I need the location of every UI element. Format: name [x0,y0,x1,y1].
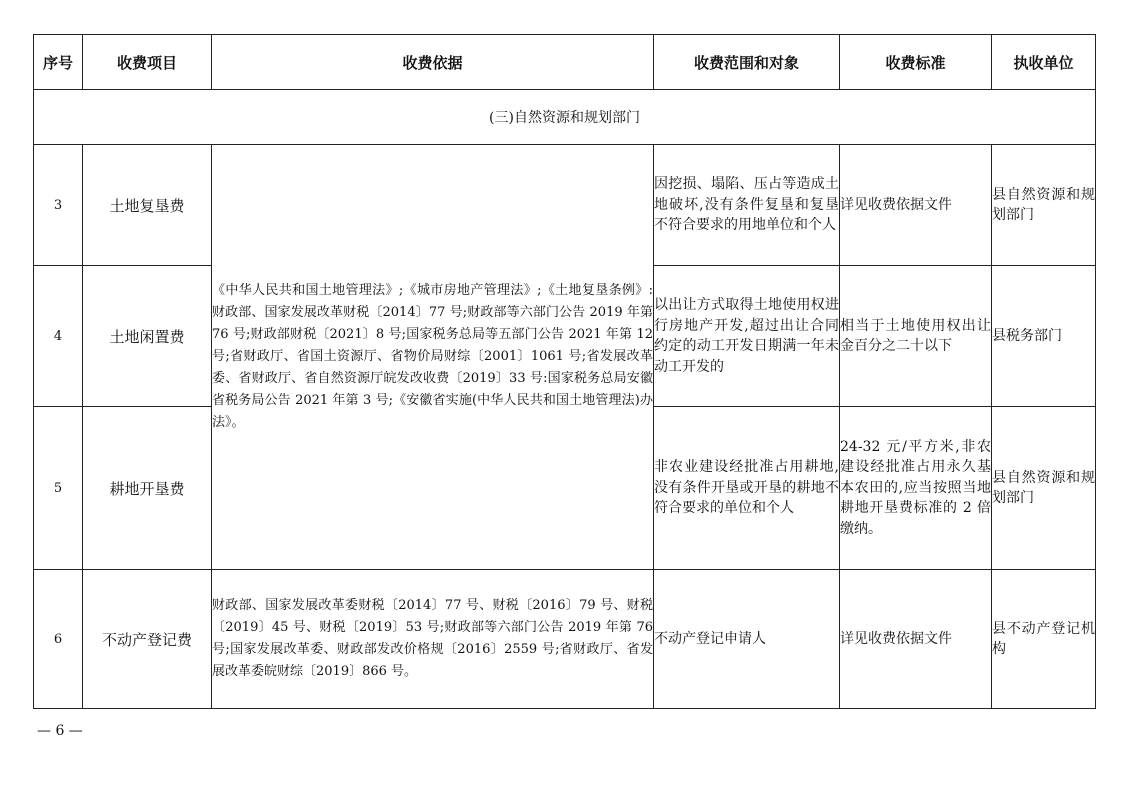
fee-standard: 相当于土地使用权出让金百分之二十以下 [840,266,992,407]
fee-standard: 详见收费依据文件 [840,145,992,266]
section-row [34,90,1096,145]
collecting-unit: 县自然资源和规划部门 [992,145,1096,266]
collecting-unit: 县自然资源和规划部门 [992,407,1096,570]
fee-item: 耕地开垦费 [83,407,212,570]
header-row [34,35,1096,90]
header-basis: 收费依据 [212,35,654,90]
header-unit: 执收单位 [992,35,1096,90]
fee-scope: 因挖损、塌陷、压占等造成土地破坏,没有条件复垦和复垦不符合要求的用地单位和个人 [654,145,840,266]
page-number: — 6 — [37,723,83,739]
fee-standard: 24-32 元/平方米,非农建设经批准占用永久基本农田的,应当按照当地耕地开垦费标准的 2 倍缴纳。 [840,407,992,570]
fee-scope: 以出让方式取得土地使用权进行房地产开发,超过出让合同约定的动工开发日期满一年未动工开发的 [654,266,840,407]
header-item: 收费项目 [83,35,212,90]
header-standard: 收费标准 [840,35,992,90]
table-row [34,570,1096,709]
fee-scope: 非农业建设经批准占用耕地,没有条件开垦或开垦的耕地不符合要求的单位和个人 [654,407,840,570]
fee-standard: 详见收费依据文件 [840,570,992,709]
fee-item: 土地闲置费 [83,266,212,407]
shared-basis: 《中华人民共和国土地管理法》;《城市房地产管理法》;《土地复垦条例》:财政部、国家发展改革财税〔2014〕77 号;财政部等六部门公告 2019 年第 76 号;财政部财税〔2021〕8 号;国家税务总局等五部门公告 2021 年第 12 号;省财政厅、省国土资源厅、省物价局财综〔2001〕1061 号;省发展改革委、省财政厅、省自然资源厅皖发改收费〔2019〕33 号:国家税务总局安徽省税务局公告 2021 年第 3 号;《安徽省实施(中华人民共和国土地管理法)办法》。 [212,145,654,570]
row-number: 4 [34,266,83,407]
collecting-unit: 县税务部门 [992,266,1096,407]
section-title: (三)自然资源和规划部门 [34,90,1096,145]
collecting-unit: 县不动产登记机构 [992,570,1096,709]
header-seq: 序号 [34,35,83,90]
fee-item: 土地复垦费 [83,145,212,266]
fee-item: 不动产登记费 [83,570,212,709]
row-number: 6 [34,570,83,709]
row-number: 5 [34,407,83,570]
table-row [34,145,1096,266]
header-scope: 收费范围和对象 [654,35,840,90]
fee-table [33,34,1096,709]
fee-basis: 财政部、国家发展改革委财税〔2014〕77 号、财税〔2016〕79 号、财税〔2019〕45 号、财税〔2019〕53 号;财政部等六部门公告 2019 年第 76 号;国家发展改革委、财政部发改价格规〔2016〕2559 号;省财政厅、省发展改革委皖财综〔2019〕866 号。 [212,570,654,709]
fee-scope: 不动产登记申请人 [654,570,840,709]
row-number: 3 [34,145,83,266]
